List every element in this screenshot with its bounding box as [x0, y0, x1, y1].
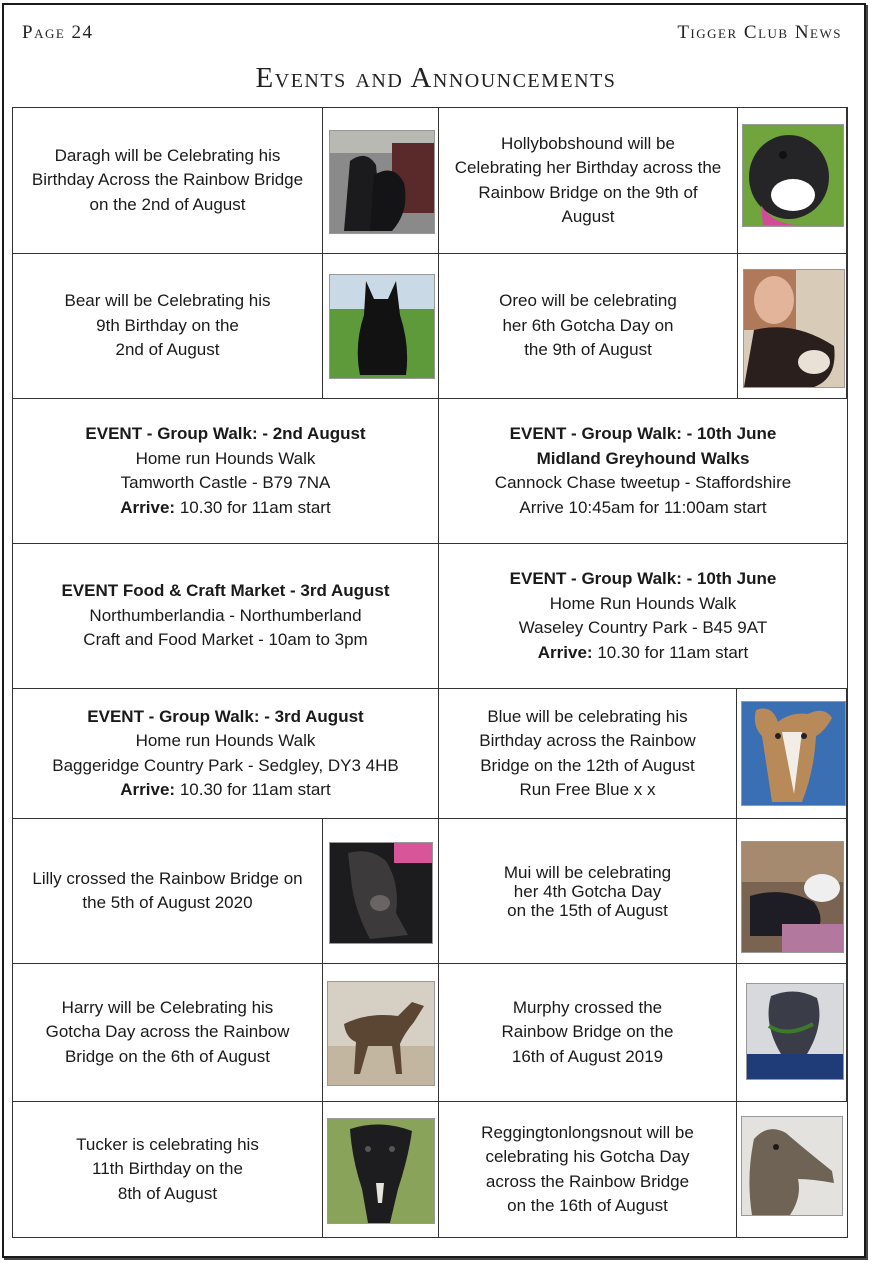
announcement-text: Lilly crossed the Rainbow Bridge on the 5th of August 2020: [32, 868, 303, 912]
announcement-lilly: [13, 819, 323, 964]
event-organiser: Home Run Hounds Walk: [549, 593, 737, 613]
announcement-text: Murphy crossed the Rainbow Bridge on the 16th of August 2019: [501, 997, 674, 1066]
arrive-time: 10.30 for 11am start: [592, 642, 749, 662]
event-baggeridge: [13, 689, 439, 819]
dog-photo-tucker: [327, 1118, 435, 1224]
event-tamworth: [13, 399, 439, 544]
event-heading: EVENT - Group Walk: - 3rd August: [87, 706, 364, 726]
event-arrival: [120, 778, 330, 803]
event-cannock: [439, 399, 847, 544]
event-heading: EVENT - Group Walk: - 2nd August: [85, 424, 366, 443]
event-location: Tamworth Castle - B79 7NA: [120, 473, 331, 492]
announcement-bear: [13, 254, 323, 399]
announcement-text: Harry will be Celebrating his Gotcha Day across the Rainbow Bridge on the 6th of August: [45, 997, 290, 1066]
announcement-daragh: [13, 108, 323, 254]
dog-photo-oreo: [743, 269, 845, 388]
dog-photo-mui: [741, 841, 844, 953]
event-heading: EVENT - Group Walk: - 10th June: [509, 424, 777, 443]
event-arrival: Arrive 10:45am for 11:00am start: [519, 497, 767, 517]
event-location: Northumberlandia - Northumberland: [89, 605, 362, 625]
event-heading: EVENT Food & Craft Market - 3rd August: [61, 581, 390, 601]
announcement-mui: [439, 819, 737, 964]
event-organiser: Home run Hounds Walk: [135, 448, 316, 468]
arrive-label: Arrive:: [120, 780, 176, 799]
announcement-reggington: [439, 1102, 737, 1237]
page-title: Events and Announcements: [255, 62, 617, 94]
announcement-murphy: [439, 964, 737, 1102]
dog-photo-hollybobshound: [742, 124, 844, 227]
announcement-tucker: [13, 1102, 323, 1237]
announcement-text: Blue will be celebrating his Birthday across the Rainbow Bridge on the 12th of August Run Free Blue x x: [479, 706, 696, 799]
announcement-text: Hollybobshound will be Celebrating her Birthday across the Rainbow Bridge on the 9th of August: [454, 133, 722, 226]
announcement-text: Oreo will be celebrating her 6th Gotcha Day on the 9th of August: [499, 291, 677, 360]
arrive-time: 10.30 for 11am start: [175, 497, 331, 517]
newsletter-name: Tigger Club News: [677, 22, 842, 43]
event-heading: EVENT - Group Walk: - 10th June: [509, 569, 777, 588]
announcements-grid: [12, 107, 848, 1238]
dog-photo-reggington: [741, 1116, 843, 1216]
event-location: Baggeridge Country Park - Sedgley, DY3 4HB: [52, 755, 399, 775]
event-waseley: [439, 544, 847, 689]
announcement-text: Daragh will be Celebrating his Birthday Across the Rainbow Bridge on the 2nd of August: [31, 145, 304, 214]
dog-photo-murphy: [746, 983, 844, 1080]
event-location: Cannock Chase tweetup - Staffordshire: [494, 473, 792, 492]
announcement-harry: [13, 964, 323, 1102]
arrive-label: Arrive:: [120, 497, 176, 517]
dog-photo-daragh: [329, 130, 435, 234]
announcement-blue: [439, 689, 737, 819]
arrive-time: 10.30 for 11am start: [175, 780, 331, 799]
event-details: Craft and Food Market - 10am to 3pm: [83, 630, 368, 650]
event-organiser: Home run Hounds Walk: [135, 731, 316, 750]
event-arrival: [120, 496, 330, 521]
announcement-text: Bear will be Celebrating his 9th Birthday on the 2nd of August: [64, 291, 271, 360]
announcement-hollybobshound: [439, 108, 737, 254]
announcement-text: Mui will be celebrating her 4th Gotcha Day on the 15th of August: [503, 862, 672, 920]
dog-photo-blue: [741, 701, 846, 806]
page-number: Page 24: [22, 22, 94, 43]
arrive-label: Arrive:: [537, 642, 593, 662]
dog-photo-lilly: [329, 842, 433, 944]
event-location: Waseley Country Park - B45 9AT: [518, 618, 768, 637]
event-subheading: Midland Greyhound Walks: [536, 448, 750, 468]
event-arrival: [538, 641, 748, 666]
announcement-text: Reggingtonlongsnout will be celebrating his Gotcha Day across the Rainbow Bridge on the 16th of August: [481, 1122, 694, 1215]
dog-photo-harry: [327, 981, 435, 1086]
event-market: [13, 544, 439, 689]
dog-photo-bear: [329, 274, 435, 379]
announcement-oreo: [439, 254, 737, 399]
announcement-text: Tucker is celebrating his 11th Birthday on the 8th of August: [76, 1134, 259, 1203]
